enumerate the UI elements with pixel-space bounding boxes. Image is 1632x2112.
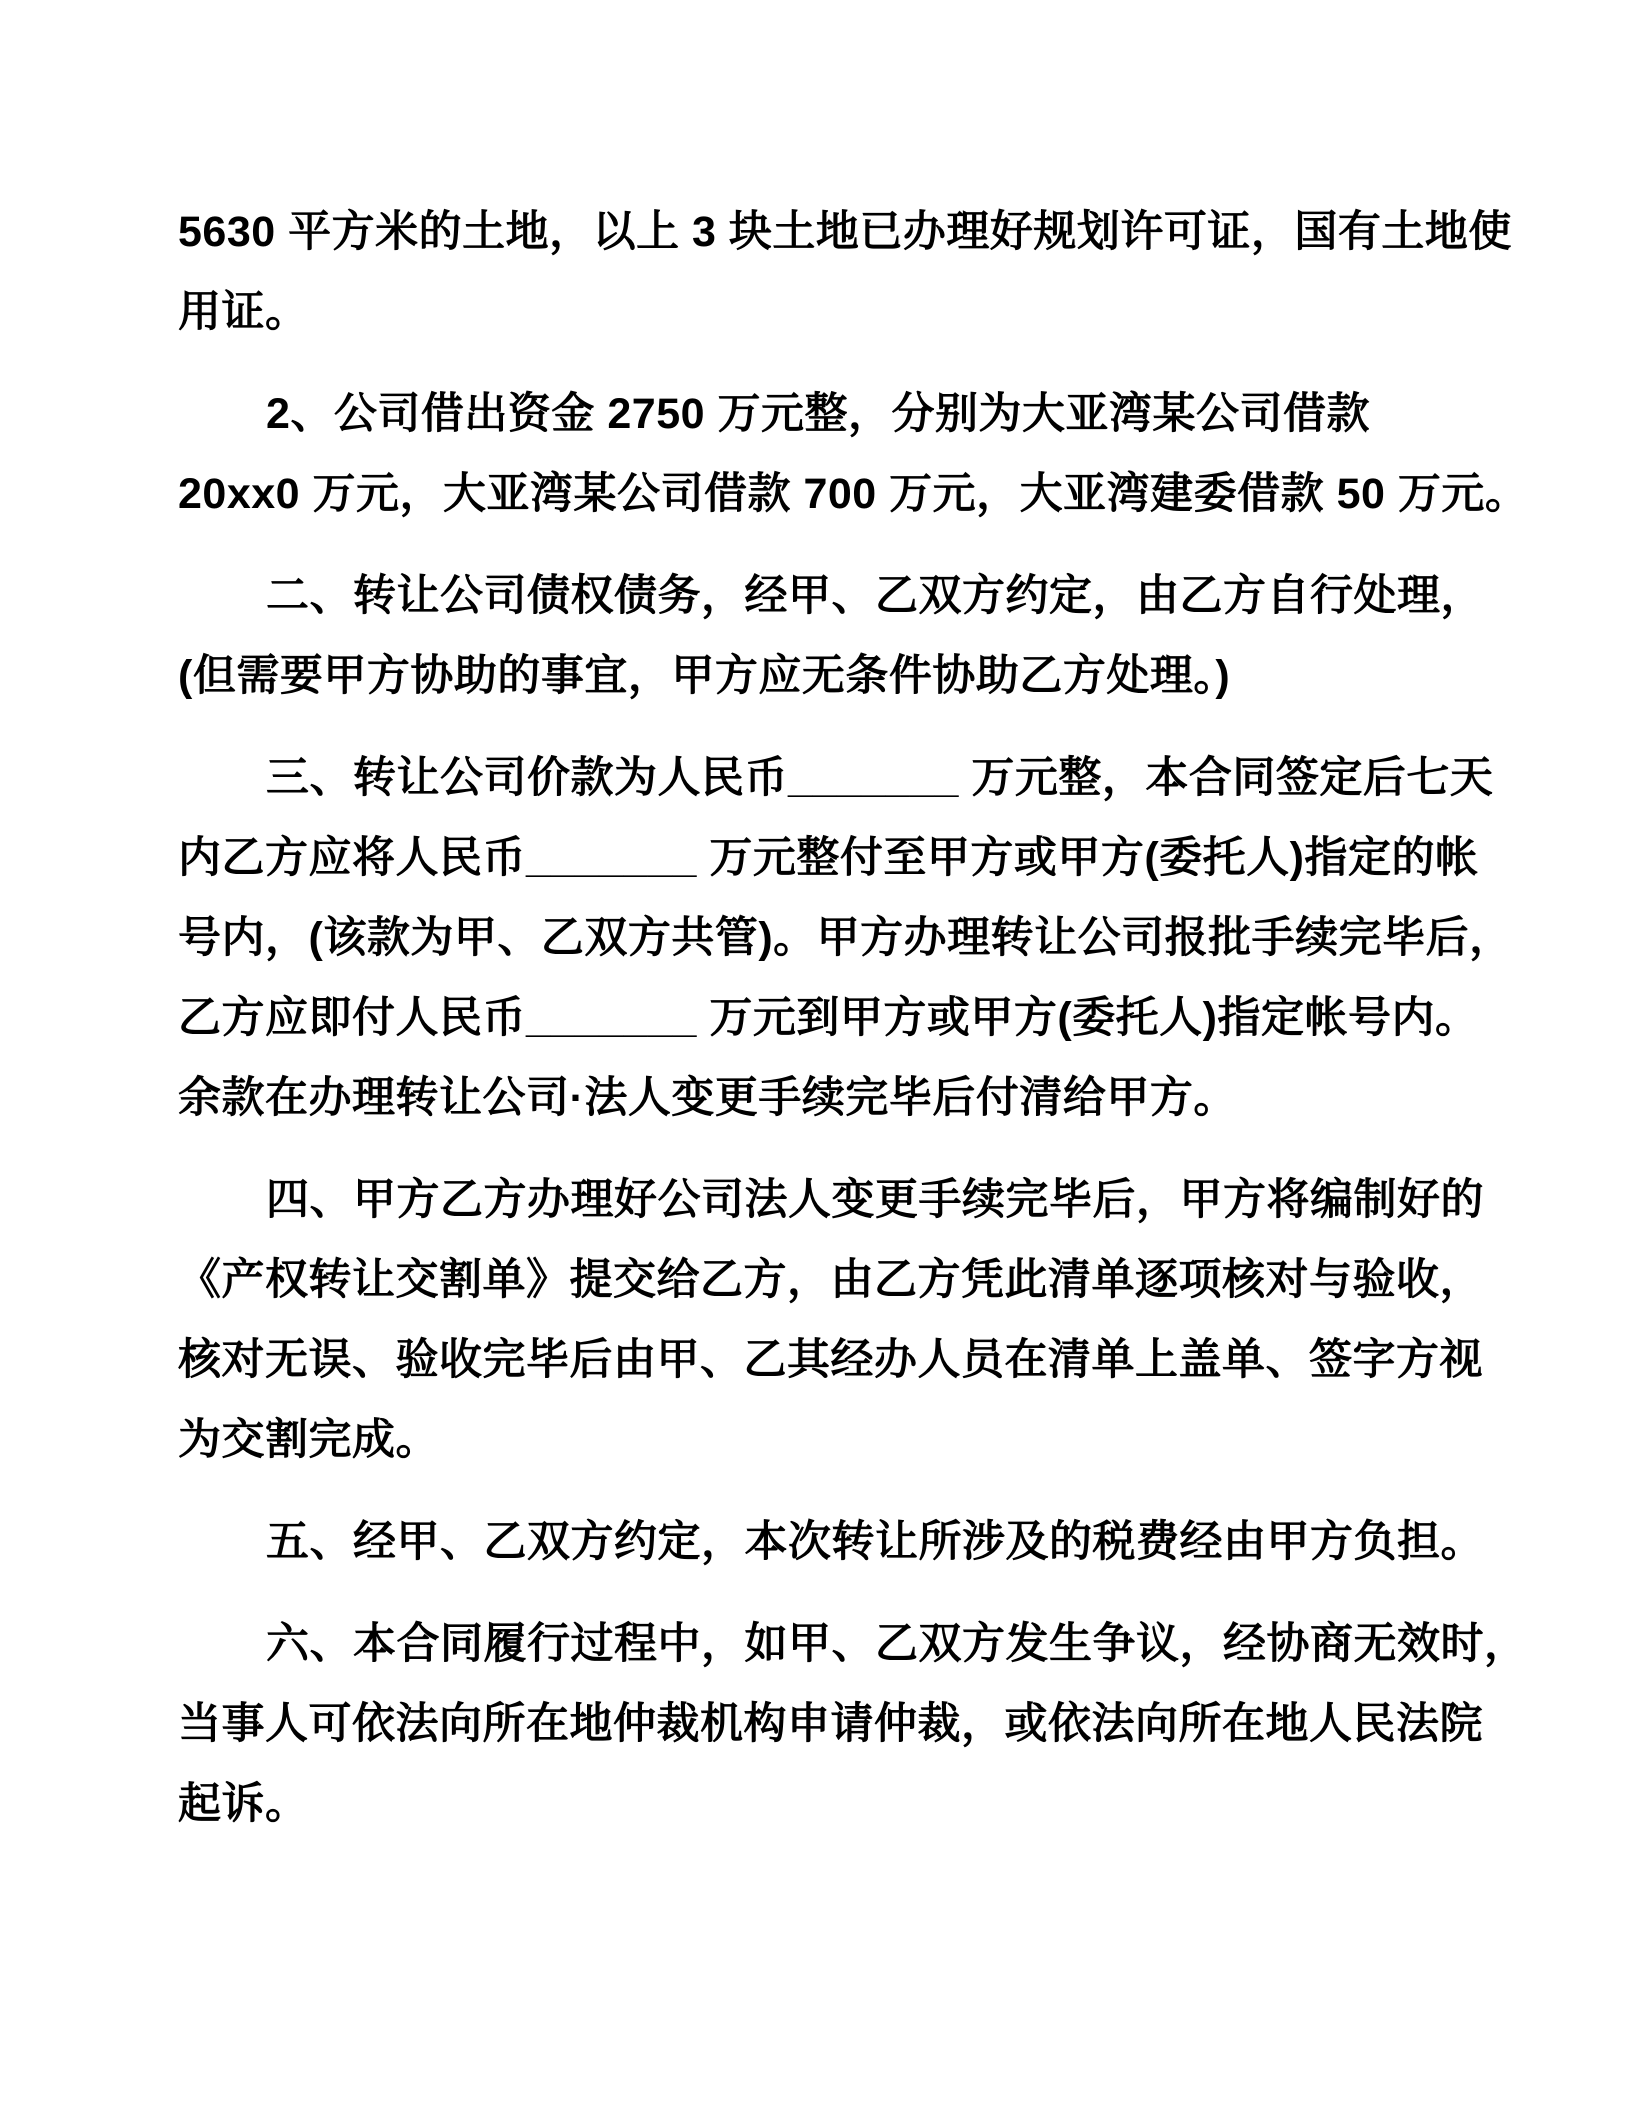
text-line: 《产权转让交割单》提交给乙方，由乙方凭此清单逐项核对与验收， [178, 1256, 1483, 1304]
text-line-article-2-start: 二、转让公司债权债务，经甲、乙双方约定，由乙方自行处理， [266, 572, 1484, 620]
text-line: 5630 平方米的土地，以上 3 块土地已办理好规划许可证，国有土地使 [178, 208, 1512, 256]
text-line: 内乙方应将人民币_______ 万元整付至甲方或甲方(委托人)指定的帐 [178, 834, 1479, 882]
text-line: 起诉。 [178, 1780, 309, 1828]
text-line-article-3-start: 三、转让公司价款为人民币_______ 万元整，本合同签定后七天 [266, 754, 1494, 802]
text-line: (但需要甲方协助的事宜，甲方应无条件协助乙方处理。) [178, 652, 1231, 700]
text-line: 号内，(该款为甲、乙双方共管)。甲方办理转让公司报批手续完毕后， [178, 914, 1513, 962]
text-line-article-5-start: 五、经甲、乙双方约定，本次转让所涉及的税费经由甲方负担。 [266, 1518, 1484, 1566]
text-line: 余款在办理转让公司·法人变更手续完毕后付清给甲方。 [178, 1074, 1237, 1122]
text-line-clause-2-start: 2、公司借出资金 2750 万元整，分别为大亚湾某公司借款 [266, 390, 1370, 438]
text-line-article-6-start: 六、本合同履行过程中，如甲、乙双方发生争议，经协商无效时， [266, 1620, 1528, 1668]
text-line: 20xx0 万元，大亚湾某公司借款 700 万元，大亚湾建委借款 50 万元。 [178, 470, 1529, 518]
text-line: 用证。 [178, 288, 309, 336]
text-line: 乙方应即付人民币_______ 万元到甲方或甲方(委托人)指定帐号内。 [178, 994, 1479, 1042]
text-line: 当事人可依法向所在地仲裁机构申请仲裁，或依法向所在地人民法院 [178, 1700, 1483, 1748]
text-line-article-4-start: 四、甲方乙方办理好公司法人变更手续完毕后，甲方将编制好的 [266, 1176, 1484, 1224]
text-line: 核对无误、验收完毕后由甲、乙其经办人员在清单上盖单、签字方视 [178, 1336, 1483, 1384]
text-line: 为交割完成。 [178, 1416, 439, 1464]
